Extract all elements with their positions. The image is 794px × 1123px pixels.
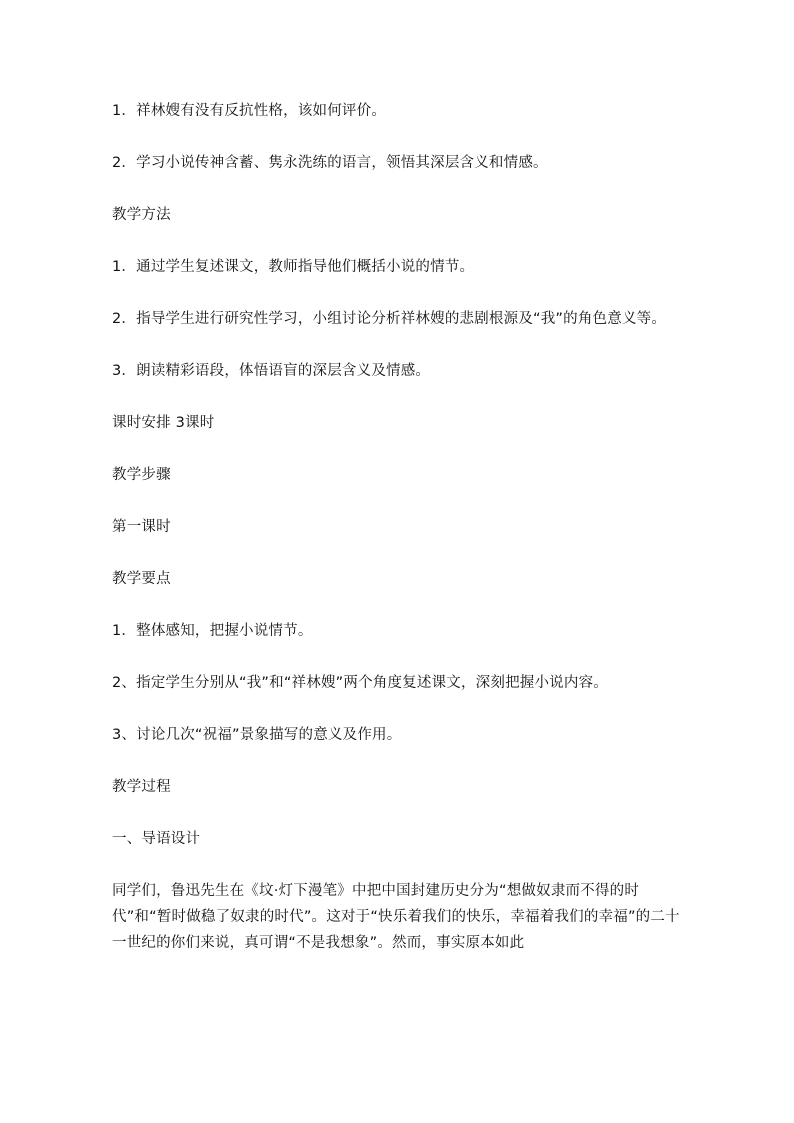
method-item-3: 3．朗读精彩语段，体悟语盲的深层含义及情感。 xyxy=(112,363,431,379)
objective-item-2: 2．学习小说传神含蓄、隽永洗练的语言，领悟其深层含义和情感。 xyxy=(112,155,548,171)
key-point-item-3: 3、讨论几次“祝福”景象描写的意义及作用。 xyxy=(112,727,402,743)
section-heading-process: 教学过程 xyxy=(112,779,171,795)
method-item-1: 1．通过学生复述课文，教师指导他们概括小说的情节。 xyxy=(112,259,475,275)
method-item-2: 2．指导学生进行研究性学习，小组讨论分析祥林嫂的悲剧根源及“我”的角色意义等。 xyxy=(112,311,667,327)
section-heading-steps: 教学步骤 xyxy=(112,467,171,483)
section-heading-first-lesson: 第一课时 xyxy=(112,519,171,535)
objective-item-1: 1．祥林嫂有没有反抗性格，该如何评价。 xyxy=(112,103,387,119)
key-point-item-1: 1．整体感知，把握小说情节。 xyxy=(112,623,313,639)
document-page xyxy=(112,98,684,982)
subheading-intro-design: 一、导语设计 xyxy=(112,831,201,847)
key-point-item-2: 2、指定学生分别从“我”和“祥林嫂”两个角度复述课文，深刻把握小说内容。 xyxy=(112,675,608,691)
intro-paragraph: 同学们，鲁迅先生在《坟·灯下漫笔》中把中国封建历史分为“想做奴隶而不得的时代”和“暂时做稳了奴隶的时代”。这对于“快乐着我们的快乐，幸福着我们的幸福”的二十一世纪的你们来说，真可谓“不是我想象”。然而，事实原本如此 xyxy=(112,883,680,951)
section-heading-key-points: 教学要点 xyxy=(112,571,171,587)
class-hours: 课时安排 3课时 xyxy=(112,415,215,431)
section-heading-methods: 教学方法 xyxy=(112,207,171,223)
